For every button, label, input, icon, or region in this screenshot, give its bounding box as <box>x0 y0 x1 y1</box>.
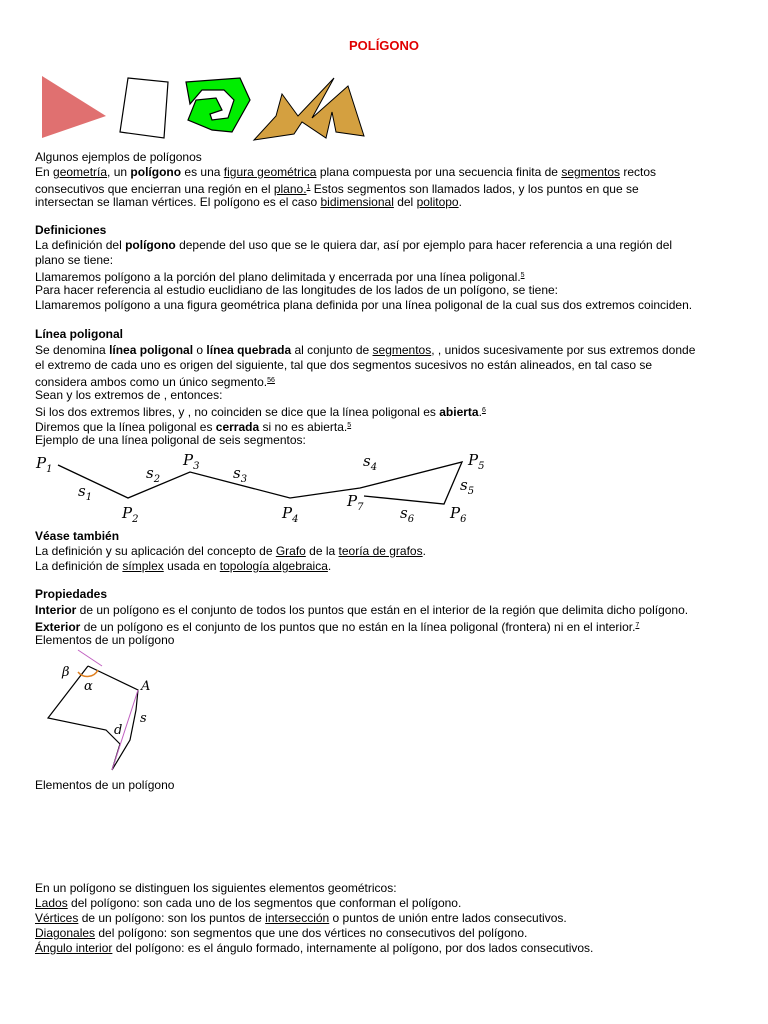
defs-line-5: Llamaremos polígono a una figura geométrica plana definida por una línea poligonal de la cual sus dos extremos coinciden. <box>35 298 693 312</box>
label-s5: $s_5$ <box>460 476 475 497</box>
link-vertices[interactable]: Vértices <box>35 911 79 925</box>
link-topologia-algebraica[interactable]: topología algebraica <box>219 559 328 573</box>
footnote-ref[interactable]: 7 <box>635 622 640 629</box>
elements-intro: En un polígono se distinguen los siguientes elementos geométricos: <box>35 881 397 895</box>
label-P3: $P_3$ <box>183 451 200 472</box>
label-s6: $s_6$ <box>400 504 415 525</box>
section-heading-linea-poligonal: Línea poligonal <box>35 327 124 341</box>
label-P6: $P_6$ <box>450 504 467 525</box>
linea-line-2: el extremo de cada uno es origen del siguiente, tal que dos segmentos sucesivos no están alineados, en tal caso se <box>35 358 653 372</box>
link-teoria-de-grafos[interactable]: teoría de grafos <box>338 544 423 558</box>
props-line-2: Exterior de un polígono es el conjunto de los puntos que no están en la línea poligonal (frontera) ni en el interior.$^7$ <box>35 620 640 634</box>
section-heading-propiedades: Propiedades <box>35 587 108 601</box>
intro-line-3: intersectan se llaman vértices. El polígono es el caso bidimensional del politopo. <box>35 195 462 209</box>
link-figura-geometrica[interactable]: figura geométrica <box>223 165 317 179</box>
star-polygon-example <box>254 78 364 140</box>
linea-line-1: Se denomina línea poligonal o línea quebrada al conjunto de segmentos, , unidos sucesivamente por sus extremos donde <box>35 343 696 357</box>
vease-line-1: La definición y su aplicación del concepto de Grafo de la teoría de grafos. <box>35 544 426 558</box>
link-bidimensional[interactable]: bidimensional <box>320 195 394 209</box>
label-s1: $s_1$ <box>78 482 93 503</box>
defs-line-1: La definición del polígono depende del uso que se le quiera dar, así por ejemplo para hacer referencia a una región del <box>35 238 673 252</box>
label-P5: $P_5$ <box>468 451 485 472</box>
link-segmentos-2[interactable]: segmentos <box>372 343 432 357</box>
label-P7: $P_7$ <box>347 492 364 513</box>
elements-line-vertices: Vértices de un polígono: son los puntos de intersección o puntos de unión entre lados consecutivos. <box>35 911 567 925</box>
label-s: s <box>140 711 147 726</box>
polygon-elements-figure <box>40 648 170 778</box>
props-line-1: Interior de un polígono es el conjunto de todos los puntos que están en el interior de la región que delimita dicho polígono. <box>35 603 689 617</box>
link-grafo[interactable]: Grafo <box>275 544 306 558</box>
label-P4: $P_4$ <box>282 504 299 525</box>
label-beta: β <box>62 665 70 680</box>
elements-caption: Elementos de un polígono <box>35 778 175 792</box>
rectangle-example <box>120 78 168 138</box>
link-interseccion[interactable]: intersección <box>265 911 330 925</box>
defs-line-4: Para hacer referencia al estudio euclidiano de las longitudes de los lados de un polígono, se tiene: <box>35 283 559 297</box>
polyline-figure <box>30 450 500 530</box>
label-alpha: α <box>84 679 93 694</box>
link-diagonales[interactable]: Diagonales <box>35 926 96 940</box>
triangle-example <box>42 76 106 138</box>
polyline-path <box>58 462 462 504</box>
footnote-ref[interactable]: 1 <box>306 184 311 191</box>
elements-line-angulo: Ángulo interior del polígono: es el ángulo formado, internamente al polígono, por dos lados consecutivos. <box>35 941 594 955</box>
examples-caption: Algunos ejemplos de polígonos <box>35 150 202 164</box>
page-title: POLÍGONO <box>348 38 420 53</box>
spiral-polygon-example <box>186 78 250 132</box>
defs-line-2: plano se tiene: <box>35 253 114 267</box>
elements-polygon <box>48 666 138 770</box>
label-s4: $s_4$ <box>363 452 378 473</box>
link-politopo[interactable]: politopo <box>416 195 459 209</box>
footnote-ref[interactable]: 56 <box>267 377 275 384</box>
label-s2: $s_2$ <box>146 464 161 485</box>
elements-line-diagonales: Diagonales del polígono: son segmentos que une dos vértices no consecutivos del polígono. <box>35 926 528 940</box>
link-geometria[interactable]: geometría <box>53 165 108 179</box>
angle-arc <box>78 670 98 676</box>
linea-line-6: Diremos que la línea poligonal es cerrada si no es abierta.$^5$ <box>35 420 352 434</box>
linea-line-7: Ejemplo de una línea poligonal de seis segmentos: <box>35 433 306 447</box>
section-heading-vease: Véase también <box>35 529 120 543</box>
label-P2: $P_2$ <box>122 504 139 525</box>
footnote-ref[interactable]: 5 <box>347 422 352 429</box>
intro-line-2: consecutivos que encierran una región en el plano.$^1$ Estos segmentos son llamados lados, y los puntos en que se <box>35 182 639 196</box>
section-heading-definiciones: Definiciones <box>35 223 107 237</box>
link-plano[interactable]: plano. <box>273 182 307 196</box>
props-line-3: Elementos de un polígono <box>35 633 175 647</box>
linea-line-4: Sean y los extremos de , entonces: <box>35 388 223 402</box>
intro-line-1: En geometría, un polígono es una figura geométrica plana compuesta por una secuencia finita de segmentos rectos <box>35 165 657 179</box>
linea-line-3: considera ambos como un único segmento.$^{56}$ <box>35 375 275 389</box>
linea-line-5: Si los dos extremos libres, y , no coinciden se dice que la línea poligonal es abierta.$^6$ <box>35 405 486 419</box>
polygon-examples-figure <box>36 70 366 145</box>
vease-line-2: La definición de símplex usada en topología algebraica. <box>35 559 332 573</box>
label-P1: $P_1$ <box>36 454 53 475</box>
link-simplex[interactable]: símplex <box>122 559 164 573</box>
defs-line-3: Llamaremos polígono a la porción del plano delimitada y encerrada por una línea poligonal.$^5$ <box>35 270 525 284</box>
label-s3: $s_3$ <box>233 464 248 485</box>
link-angulo-interior[interactable]: Ángulo interior <box>35 941 113 955</box>
label-d: d <box>114 723 123 738</box>
label-A: A <box>141 679 151 694</box>
link-lados[interactable]: Lados <box>35 896 68 910</box>
elements-line-lados: Lados del polígono: son cada uno de los segmentos que conforman el polígono. <box>35 896 462 910</box>
footnote-ref[interactable]: 5 <box>520 272 525 279</box>
link-segmentos[interactable]: segmentos <box>561 165 621 179</box>
footnote-ref[interactable]: 6 <box>481 407 486 414</box>
